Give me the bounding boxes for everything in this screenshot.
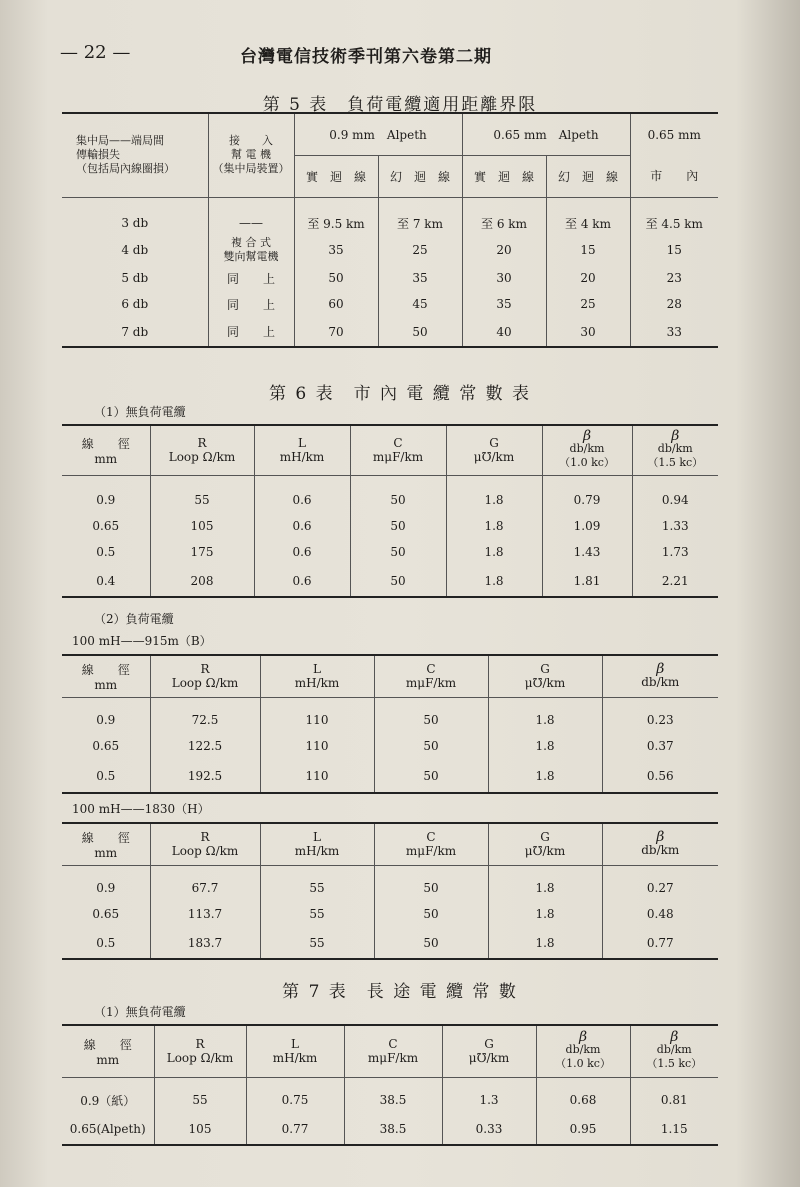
- table-row: [62, 317, 718, 347]
- table-cell: [62, 823, 150, 865]
- header-text-line: β: [656, 828, 665, 845]
- table-cell: [62, 1077, 154, 1087]
- table-cell: 60: [294, 291, 378, 317]
- table6-section2-label: （2）負荷電纜: [94, 612, 174, 626]
- table-cell: 0.23: [602, 707, 718, 733]
- header-text-line: mH/km: [294, 676, 340, 691]
- table-cell: [62, 197, 208, 211]
- header-text-line: Loop Ω/km: [171, 676, 239, 691]
- table-row: [62, 565, 718, 597]
- table-cell: 至 7 km: [378, 211, 462, 235]
- table-cell: 50: [374, 707, 488, 733]
- table-cell: 6 db: [121, 297, 149, 311]
- table-cell: 1.8: [488, 927, 602, 959]
- table-cell: [246, 1077, 344, 1087]
- table-cell: [350, 475, 446, 487]
- table-cell: 0.5: [96, 935, 116, 950]
- table-cell: 50: [350, 565, 446, 597]
- table-cell: 30: [546, 317, 630, 347]
- table-cell: [154, 1077, 246, 1087]
- header-text-line: Loop Ω/km: [166, 1051, 234, 1066]
- table5-subheader: 實 迴 線: [462, 155, 546, 197]
- table-cell: 0.9: [96, 713, 116, 727]
- table-cell: ——: [208, 211, 294, 235]
- table6-unloaded: [62, 424, 718, 598]
- table5-group-header: 0.65 mm: [630, 113, 718, 155]
- table-cell: 0.5: [96, 545, 116, 559]
- table-cell: 33: [630, 317, 718, 347]
- table-cell: 50: [350, 487, 446, 513]
- table-cell: 0.77: [602, 927, 718, 959]
- table5-subheader: 幻 迴 線: [378, 155, 462, 197]
- table-cell: 50: [374, 759, 488, 793]
- table-cell: 1.09: [542, 513, 632, 539]
- table-cell: [488, 697, 602, 707]
- table-cell: 20: [462, 235, 546, 265]
- header-text-line: C: [393, 436, 403, 451]
- table-cell: 1.8: [446, 539, 542, 565]
- table-cell: 1.8: [488, 901, 602, 927]
- table-cell: 1.73: [632, 539, 718, 565]
- table-cell: [602, 697, 718, 707]
- header-text-line: mH/km: [279, 450, 325, 465]
- table-cell: 0.65: [92, 739, 120, 753]
- table-cell: 0.9: [96, 881, 116, 895]
- table6-loaded-b: [62, 654, 718, 794]
- table-cell: 至 6 km: [462, 211, 546, 235]
- page-number: — 22 —: [60, 42, 131, 63]
- header-text-line: μ℧/km: [468, 1051, 510, 1066]
- table7-section1-label: （1）無負荷電纜: [94, 1005, 186, 1019]
- header-text-line: μ℧/km: [473, 450, 515, 465]
- table-cell: 5 db: [121, 271, 149, 285]
- table5-subheader: 幻 迴 線: [546, 155, 630, 197]
- header-text-line: mμF/km: [367, 1051, 419, 1066]
- table-cell: [488, 655, 602, 697]
- header-text-line: mm: [94, 677, 118, 692]
- table-cell: 1.33: [632, 513, 718, 539]
- table-cell: 55: [154, 1087, 246, 1113]
- header-text-line: 線 徑: [81, 830, 130, 845]
- header-text-line: R: [200, 830, 210, 845]
- header-text-line: G: [489, 436, 499, 451]
- table-cell: [150, 865, 260, 875]
- header-text-line: db/km: [657, 441, 693, 455]
- table-cell: [374, 865, 488, 875]
- table-cell: 23: [630, 265, 718, 291]
- table-cell: [260, 655, 374, 697]
- table-cell: [542, 475, 632, 487]
- table-cell: [154, 1025, 246, 1077]
- table-row: [62, 487, 718, 513]
- table-cell: 至 4.5 km: [630, 211, 718, 235]
- table-cell: 0.9: [96, 493, 116, 507]
- header-text-line: （1.0 kc）: [555, 1056, 611, 1070]
- header-text-line: R: [200, 662, 210, 677]
- header-text-line: C: [426, 662, 436, 677]
- header-text-line: 線 徑: [81, 436, 130, 451]
- table-cell: [546, 197, 630, 211]
- table-cell: 105: [154, 1113, 246, 1145]
- table-cell: [462, 197, 546, 211]
- table-cell: 同 上: [208, 265, 294, 291]
- table6-loaded-h: [62, 822, 718, 960]
- table-cell: [630, 1025, 718, 1077]
- table-cell: 0.65: [92, 519, 120, 533]
- table-row: [62, 759, 718, 793]
- table-cell: [630, 197, 718, 211]
- table-cell: 至 9.5 km: [294, 211, 378, 235]
- table-cell: 30: [462, 265, 546, 291]
- header-text-line: R: [197, 436, 207, 451]
- table-cell: 72.5: [150, 707, 260, 733]
- header-text-line: mμF/km: [405, 844, 457, 859]
- table-cell: [374, 823, 488, 865]
- table-cell: 25: [546, 291, 630, 317]
- header-text-line: L: [298, 436, 306, 451]
- table-cell: 15: [546, 235, 630, 265]
- table-row: [62, 875, 718, 901]
- table-cell: [294, 197, 378, 211]
- table-cell: [260, 697, 374, 707]
- table-cell: 40: [462, 317, 546, 347]
- table-cell: 38.5: [344, 1087, 442, 1113]
- header-text-line: mμF/km: [405, 676, 457, 691]
- table-cell: 110: [260, 707, 374, 733]
- table-cell: 50: [374, 927, 488, 959]
- table5-caption: 第 5 表 負荷電纜適用距離界限: [262, 95, 538, 115]
- header-text-line: （1.0 kc）: [559, 455, 615, 469]
- table-cell: 0.5: [96, 768, 116, 783]
- table-cell: 同 上: [208, 291, 294, 317]
- table-cell: 28: [630, 291, 718, 317]
- table-cell: 50: [374, 875, 488, 901]
- table-cell: 208: [150, 565, 254, 597]
- table-cell: 35: [378, 265, 462, 291]
- table-cell: 45: [378, 291, 462, 317]
- table-cell: 55: [150, 487, 254, 513]
- table6-section1-label: （1）無負荷電纜: [94, 405, 186, 419]
- table-cell: 50: [378, 317, 462, 347]
- table-cell: [536, 1025, 630, 1077]
- table-cell: 110: [260, 759, 374, 793]
- table-cell: [542, 425, 632, 475]
- header-text-line: db/km: [656, 1042, 692, 1056]
- table-cell: 1.43: [542, 539, 632, 565]
- table-cell: 1.81: [542, 565, 632, 597]
- table6-caption: 第 6 表 市 內 電 纜 常 數 表: [268, 384, 532, 404]
- table-cell: 0.6: [254, 487, 350, 513]
- header-text-line: 傳輸損失: [76, 148, 120, 162]
- table-cell: 50: [350, 513, 446, 539]
- table-cell: [150, 475, 254, 487]
- header-text-line: R: [195, 1037, 205, 1052]
- table-cell: [150, 823, 260, 865]
- table-cell: 1.3: [442, 1087, 536, 1113]
- table-cell: [260, 865, 374, 875]
- table-cell: 0.68: [536, 1087, 630, 1113]
- header-text-line: G: [540, 830, 550, 845]
- table-cell: 175: [150, 539, 254, 565]
- table-cell: 1.8: [446, 487, 542, 513]
- table-cell: [150, 697, 260, 707]
- header-text-line: L: [313, 830, 321, 845]
- table-cell: [374, 697, 488, 707]
- table-cell: [374, 655, 488, 697]
- table-row: [62, 1113, 718, 1145]
- table-cell: 0.48: [602, 901, 718, 927]
- table-cell: 0.81: [630, 1087, 718, 1113]
- header-text-line: db/km: [569, 441, 605, 455]
- header-text-line: mμF/km: [372, 450, 424, 465]
- table-cell: [254, 425, 350, 475]
- table-row: [62, 265, 718, 291]
- table-cell: 1.8: [446, 565, 542, 597]
- table-cell: [488, 865, 602, 875]
- header-text-line: mm: [94, 845, 118, 860]
- table-cell: [254, 475, 350, 487]
- header-text-line: β: [670, 1028, 679, 1045]
- table-cell: [344, 1077, 442, 1087]
- table-cell: 50: [350, 539, 446, 565]
- table-cell: 1.8: [488, 707, 602, 733]
- table-cell: 1.8: [488, 733, 602, 759]
- table-cell: [630, 1077, 718, 1087]
- table-cell: 35: [462, 291, 546, 317]
- table-cell: 0.56: [602, 759, 718, 793]
- table-cell: 0.65: [92, 907, 120, 921]
- table-cell: 1.8: [488, 875, 602, 901]
- table-cell: 0.6: [254, 539, 350, 565]
- table-cell: [62, 697, 150, 707]
- header-text-line: 幫 電 機: [231, 148, 271, 162]
- header-text-line: 接 入: [229, 134, 273, 148]
- table-cell: 20: [546, 265, 630, 291]
- table5-group-header: 0.65 mm Alpeth: [462, 113, 630, 155]
- table-cell: [378, 197, 462, 211]
- table-cell: 67.7: [150, 875, 260, 901]
- table5: [62, 112, 718, 348]
- header-text-line: L: [291, 1037, 299, 1052]
- table-cell: 0.94: [632, 487, 718, 513]
- table-cell: 0.79: [542, 487, 632, 513]
- header-text-line: mH/km: [294, 844, 340, 859]
- table5-header-repeater: [208, 113, 294, 197]
- table-cell: 25: [378, 235, 462, 265]
- table-cell: 0.6: [254, 565, 350, 597]
- table-row: [62, 539, 718, 565]
- table-cell: 4 db: [121, 243, 149, 257]
- table-cell: 0.37: [602, 733, 718, 759]
- table-cell: 1.8: [446, 513, 542, 539]
- table-cell: 0.27: [602, 875, 718, 901]
- table-cell: 1.8: [488, 759, 602, 793]
- header-text-line: mm: [94, 451, 118, 466]
- table5-group-header: 0.9 mm Alpeth: [294, 113, 462, 155]
- table-cell: [602, 823, 718, 865]
- table-cell: [442, 1077, 536, 1087]
- header-text-line: β: [671, 427, 680, 444]
- header-text-line: μ℧/km: [524, 676, 566, 691]
- table-cell: [62, 1025, 154, 1077]
- table-cell: 0.65(Alpeth): [69, 1121, 146, 1136]
- table-cell: [446, 475, 542, 487]
- table-row: [62, 1087, 718, 1113]
- loading-h-label: 100 mH——1830（H）: [72, 802, 210, 816]
- table-cell: 0.33: [442, 1113, 536, 1145]
- header-text-line: β: [656, 660, 665, 677]
- header-text-line: 線 徑: [83, 1037, 132, 1052]
- table-cell: 122.5: [150, 733, 260, 759]
- header-text-line: db/km: [641, 842, 680, 857]
- header-text-line: 線 徑: [81, 662, 130, 677]
- page-header: [60, 42, 740, 72]
- header-text-line: C: [388, 1037, 398, 1052]
- table-cell: [208, 197, 294, 211]
- table-cell: 7 db: [121, 324, 149, 339]
- header-text-line: db/km: [565, 1042, 601, 1056]
- table-cell: [150, 425, 254, 475]
- table5-subheader: 實 迴 線: [294, 155, 378, 197]
- header-text-line: 集中局——端局間: [76, 134, 164, 148]
- table-row: [62, 291, 718, 317]
- table-cell: [442, 1025, 536, 1077]
- table-cell: [62, 475, 150, 487]
- table-cell: 35: [294, 235, 378, 265]
- table-cell: [344, 1025, 442, 1077]
- header-text-line: mm: [96, 1052, 120, 1067]
- table-cell: 15: [630, 235, 718, 265]
- journal-title: 台灣電信技術季刊第六卷第二期: [240, 47, 492, 67]
- table-cell: 55: [260, 927, 374, 959]
- header-text-line: Loop Ω/km: [168, 450, 236, 465]
- table-row: [62, 513, 718, 539]
- table7-caption: 第 7 表 長 途 電 纜 常 數: [282, 982, 518, 1002]
- table-cell: 55: [260, 875, 374, 901]
- table-cell: 複 合 式 雙向幫電機: [208, 235, 294, 265]
- table-cell: 1.15: [630, 1113, 718, 1145]
- table-cell: 113.7: [150, 901, 260, 927]
- table-cell: [62, 865, 150, 875]
- table-cell: 0.95: [536, 1113, 630, 1145]
- loading-b-label: 100 mH——915m（B）: [72, 634, 212, 648]
- table-cell: [446, 425, 542, 475]
- header-text-line: G: [540, 662, 550, 677]
- table-row: [62, 211, 718, 235]
- header-text-line: （包括局內線圈損）: [76, 162, 175, 176]
- table-cell: [536, 1077, 630, 1087]
- header-text-line: （集中局裝置）: [212, 162, 290, 176]
- header-text-line: mH/km: [272, 1051, 318, 1066]
- table-cell: 3 db: [121, 216, 149, 230]
- table-cell: 至 4 km: [546, 211, 630, 235]
- table-cell: [350, 425, 446, 475]
- table-cell: 0.6: [254, 513, 350, 539]
- table-cell: 2.21: [632, 565, 718, 597]
- table5-subheader: 市 內: [630, 155, 718, 197]
- header-text-line: （1.5 kc）: [646, 1056, 703, 1070]
- table-row: [62, 927, 718, 959]
- table7-unloaded: [62, 1024, 718, 1146]
- table-cell: [602, 655, 718, 697]
- table-cell: [62, 425, 150, 475]
- table-cell: 0.4: [96, 573, 116, 588]
- header-text-line: β: [578, 1028, 588, 1045]
- table-cell: 183.7: [150, 927, 260, 959]
- header-text-line: L: [313, 662, 321, 677]
- table-cell: [260, 823, 374, 865]
- table-cell: 50: [294, 265, 378, 291]
- header-text-line: G: [484, 1037, 494, 1052]
- table-cell: 110: [260, 733, 374, 759]
- table-row: [62, 707, 718, 733]
- table-row: [62, 235, 718, 265]
- table-cell: 55: [260, 901, 374, 927]
- table-cell: [488, 823, 602, 865]
- table-cell: [602, 865, 718, 875]
- table-row: [62, 901, 718, 927]
- table-cell: [246, 1025, 344, 1077]
- table-cell: 0.75: [246, 1087, 344, 1113]
- table-cell: 0.77: [246, 1113, 344, 1145]
- table-cell: [62, 655, 150, 697]
- table-cell: 50: [374, 733, 488, 759]
- header-text-line: C: [426, 830, 436, 845]
- table-row: [62, 733, 718, 759]
- table-cell: 0.9（紙）: [80, 1093, 136, 1108]
- table-cell: [150, 655, 260, 697]
- table-cell: 192.5: [150, 759, 260, 793]
- header-text-line: db/km: [641, 674, 680, 689]
- table-cell: 38.5: [344, 1113, 442, 1145]
- table5-header-transmission-loss: [62, 113, 208, 197]
- header-text-line: μ℧/km: [524, 844, 566, 859]
- table-cell: 50: [374, 901, 488, 927]
- table-cell: [632, 475, 718, 487]
- table-cell: 同 上: [208, 317, 294, 347]
- table-cell: 105: [150, 513, 254, 539]
- header-text-line: β: [582, 427, 592, 444]
- table-cell: 70: [294, 317, 378, 347]
- header-text-line: （1.5 kc）: [647, 455, 704, 469]
- table-cell: [632, 425, 718, 475]
- header-text-line: Loop Ω/km: [171, 844, 239, 859]
